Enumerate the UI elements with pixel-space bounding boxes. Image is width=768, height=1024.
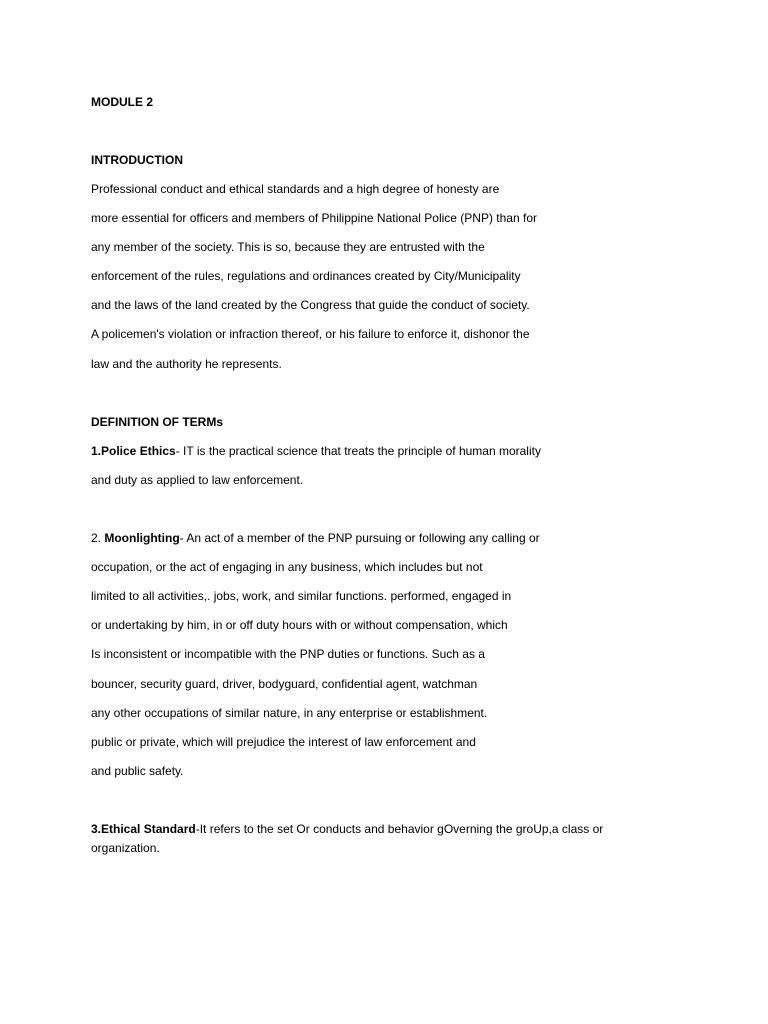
intro-line-6: A policemen's violation or infraction thereof, or his failure to enforce it, dishonor the — [91, 327, 530, 341]
moonlighting-line-7: any other occupations of similar nature, in any enterprise or establishment. — [91, 706, 488, 720]
moonlighting-line-6: bouncer, security guard, driver, bodyguard, confidential agent, watchman — [91, 677, 478, 691]
moonlighting-line-5: Is inconsistent or incompatible with the PNP duties or functions. Such as a — [91, 647, 485, 661]
police-ethics-text: - IT is the practical science that treats the principle of human morality — [175, 444, 541, 458]
moonlighting-line-9: and public safety. — [91, 764, 184, 778]
intro-line-1: Professional conduct and ethical standards and a high degree of honesty are — [91, 182, 500, 196]
moonlighting-line-8: public or private, which will prejudice the interest of law enforcement and — [91, 735, 476, 749]
intro-line-2: more essential for officers and members of Philippine National Police (PNP) than for — [91, 211, 537, 225]
definition-ethical-standard-line-2: organization. — [91, 841, 160, 855]
term-moonlighting: Moonlighting — [104, 531, 180, 545]
moonlighting-line-2: occupation, or the act of engaging in any business, which includes but not — [91, 560, 483, 574]
definitions-heading: DEFINITION OF TERMs — [91, 415, 223, 429]
definition-moonlighting-line-1 — [91, 530, 540, 546]
ethical-standard-text: -It refers to the set Or conducts and behavior gOverning the groUp,a class or — [195, 822, 604, 836]
moonlighting-line-3: limited to all activities,. jobs, work, and similar functions. performed, engaged in — [91, 589, 512, 603]
intro-line-5: and the laws of the land created by the Congress that guide the conduct of society. — [91, 298, 530, 312]
moonlighting-number: 2. — [91, 531, 105, 545]
definition-police-ethics-line-2: and duty as applied to law enforcement. — [91, 473, 304, 487]
module-title: MODULE 2 — [91, 95, 154, 109]
intro-line-7: law and the authority he represents. — [91, 357, 282, 371]
definition-police-ethics-line-1 — [91, 443, 541, 459]
moonlighting-line-4: or undertaking by him, in or off duty hours with or without compensation, which — [91, 618, 508, 632]
term-ethical-standard: 3.Ethical Standard — [91, 822, 196, 836]
moonlighting-text: - An act of a member of the PNP pursuing or following any calling or — [179, 531, 540, 545]
intro-line-3: any member of the society. This is so, because they are entrusted with the — [91, 240, 485, 254]
definition-ethical-standard-line-1 — [91, 821, 603, 837]
introduction-heading: INTRODUCTION — [91, 153, 183, 167]
intro-line-4: enforcement of the rules, regulations and ordinances created by City/Municipality — [91, 269, 521, 283]
term-police-ethics: 1.Police Ethics — [91, 444, 176, 458]
